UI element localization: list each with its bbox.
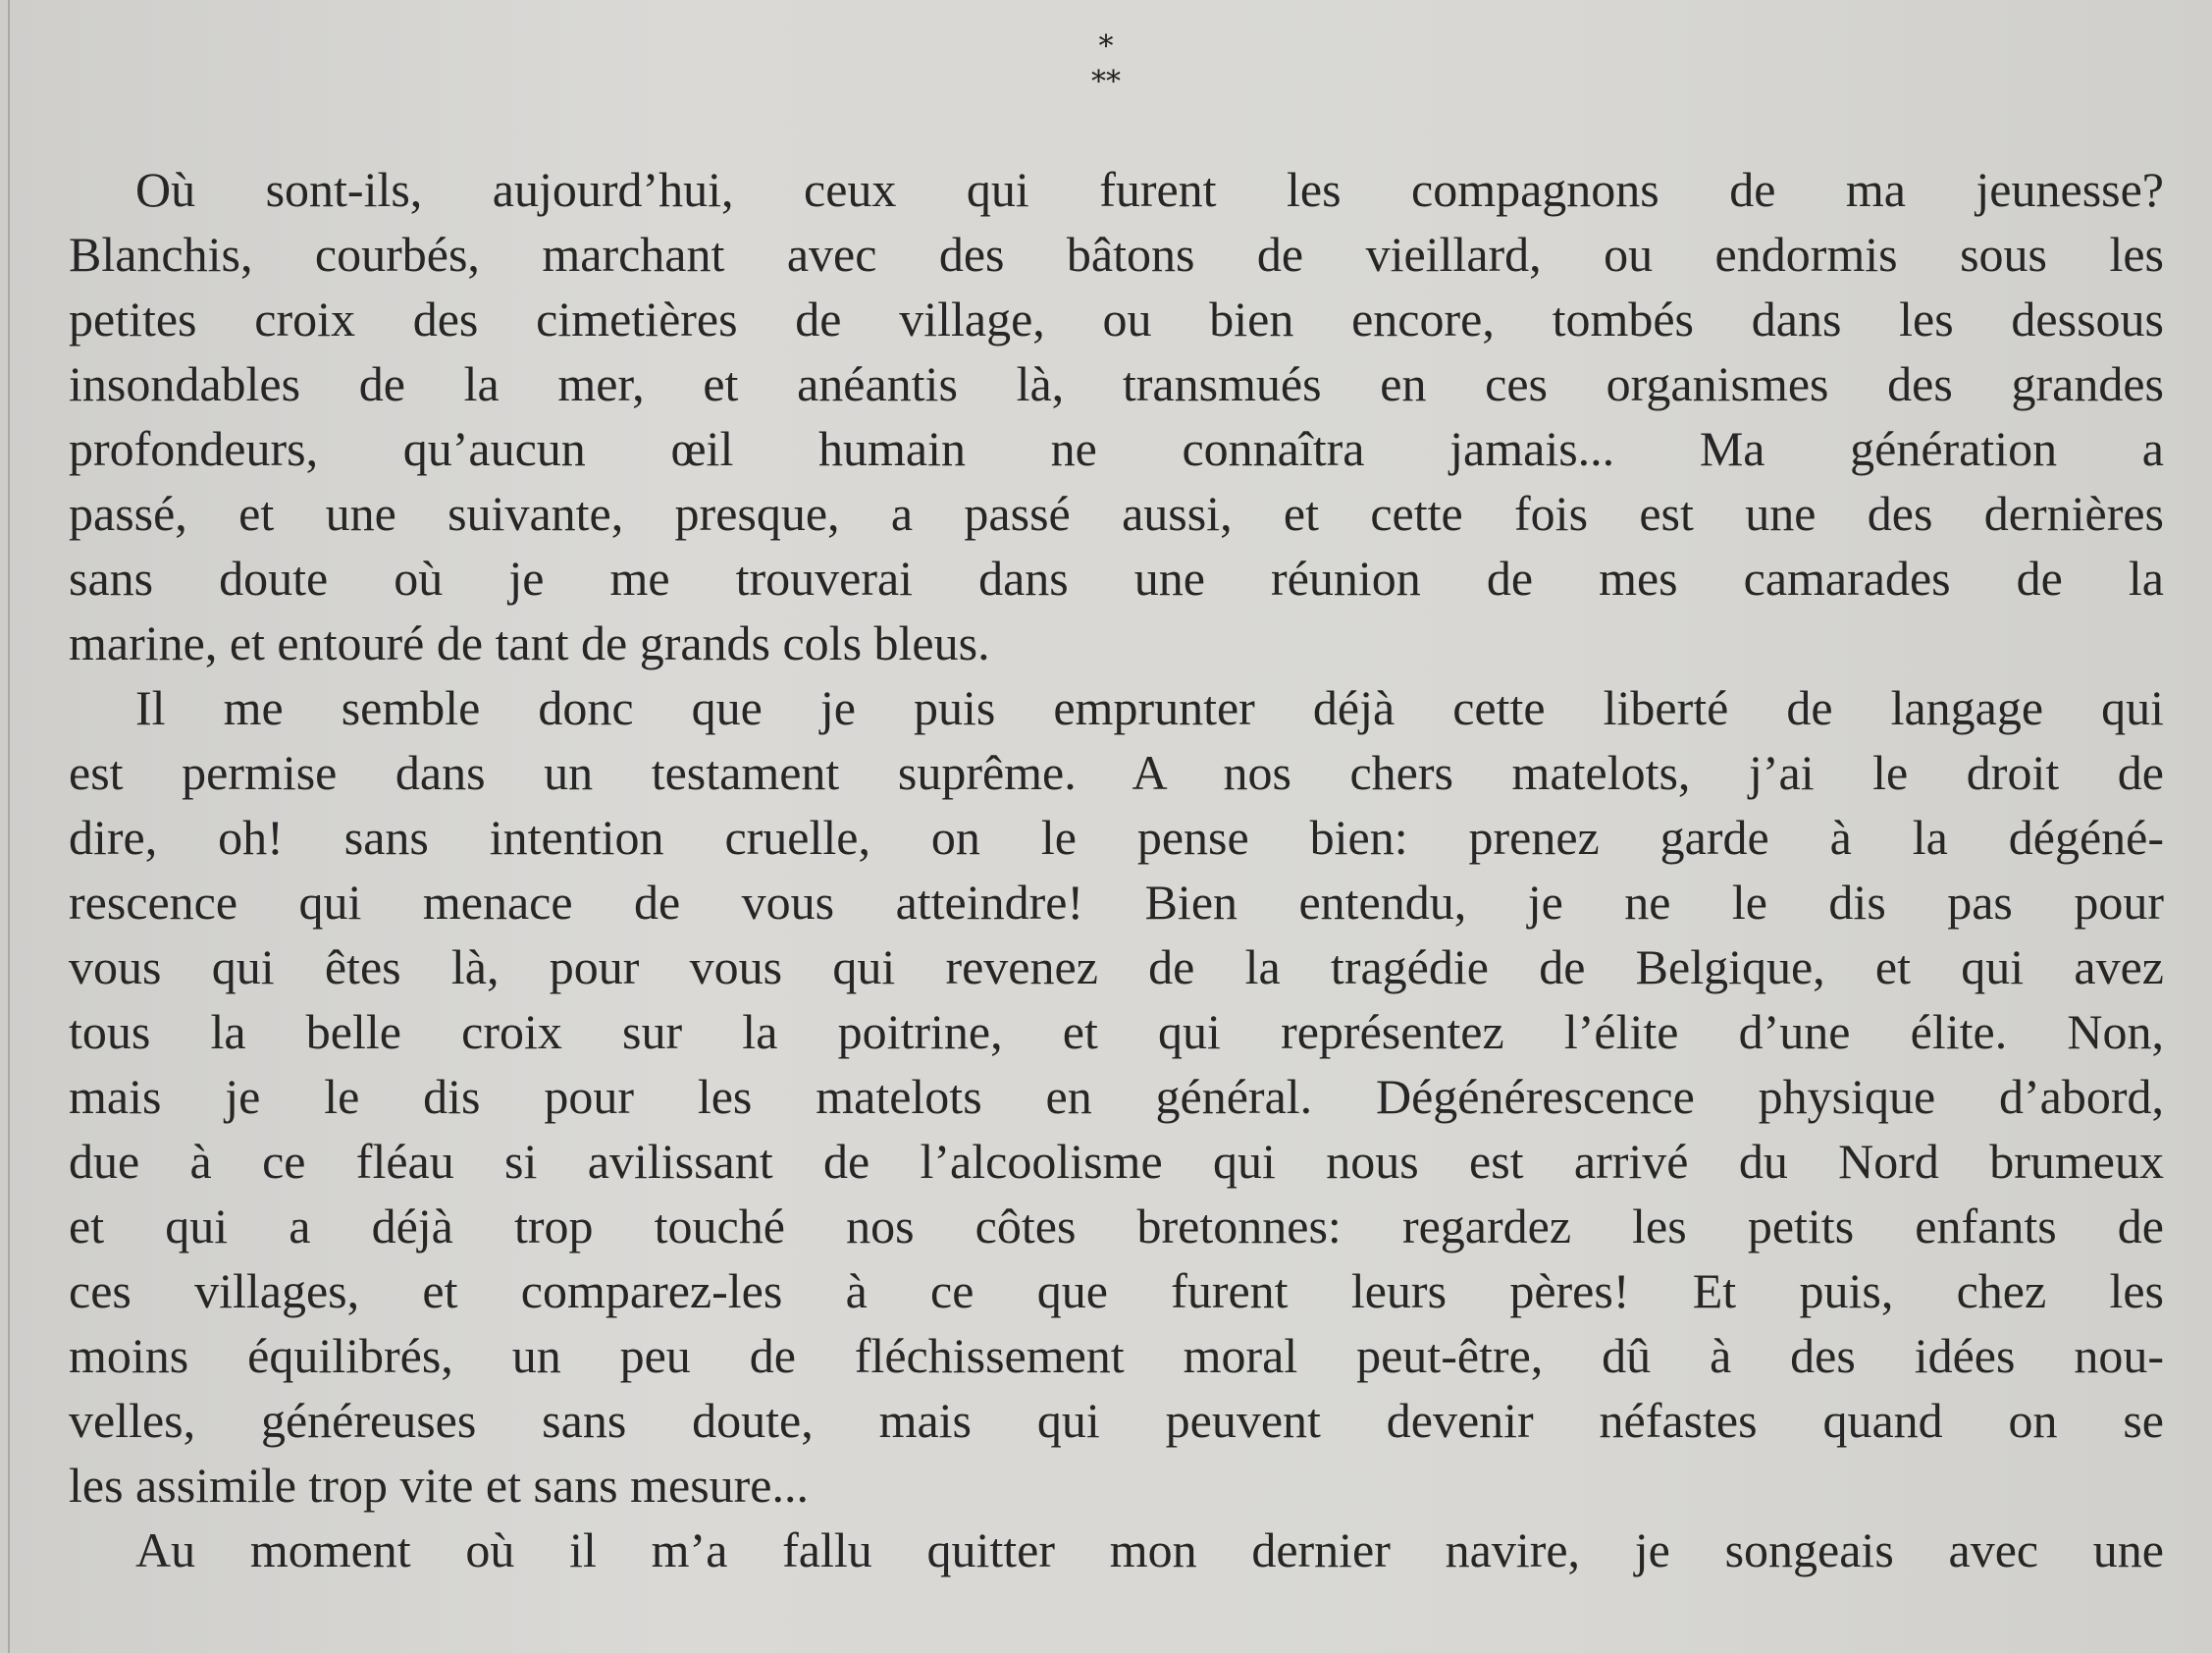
text-line-content: est permise dans un testament suprême. A nos chers matelots, j’ai le droit de — [69, 745, 2164, 800]
text-line-content: Au moment où il m’a fallu quitter mon dernier navire, je songeais avec une — [135, 1522, 2164, 1577]
text-line-content: profondeurs, qu’aucun œil humain ne connaîtra jamais... Ma génération a — [69, 421, 2164, 476]
text-line — [69, 546, 2164, 611]
text-line-content: tous la belle croix sur la poitrine, et qui représentez l’élite d’une élite. Non, — [69, 1004, 2164, 1059]
text-line — [69, 287, 2164, 351]
text-line-content: passé, et une suivante, presque, a passé aussi, et cette fois est une des dernières — [69, 486, 2164, 541]
body-text — [69, 157, 2164, 1582]
text-line-content: velles, généreuses sans doute, mais qui peuvent devenir néfastes quand on se — [69, 1393, 2164, 1448]
asterism-ornament — [0, 29, 2212, 100]
text-line — [69, 416, 2164, 481]
page-edge — [8, 0, 10, 1653]
text-line-content: et qui a déjà trop touché nos côtes bretonnes: regardez les petits enfants de — [69, 1199, 2164, 1253]
text-line-content: Il me semble donc que je puis emprunter déjà cette liberté de langage qui — [135, 680, 2164, 735]
text-line-content: sans doute où je me trouverai dans une réunion de mes camarades de la — [69, 551, 2164, 606]
text-line — [69, 999, 2164, 1064]
text-line-content: Blanchis, courbés, marchant avec des bâtons de vieillard, ou endormis sous les — [69, 227, 2164, 282]
text-line — [69, 870, 2164, 934]
text-line-content: Où sont-ils, aujourd’hui, ceux qui furent les compagnons de ma jeunesse? — [135, 162, 2164, 217]
text-line-content: insondables de la mer, et anéantis là, transmués en ces organismes des grandes — [69, 356, 2164, 411]
text-line — [69, 1129, 2164, 1194]
text-line — [69, 1064, 2164, 1129]
text-line-content: les assimile trop vite et sans mesure... — [69, 1458, 810, 1513]
text-line — [69, 351, 2164, 416]
text-line-content: marine, et entouré de tant de grands cols bleus. — [69, 615, 990, 670]
text-line-content: petites croix des cimetières de village, ou bien encore, tombés dans les dessous — [69, 292, 2164, 347]
text-line — [69, 1518, 2164, 1582]
text-line — [69, 157, 2164, 222]
text-line — [69, 1194, 2164, 1258]
asterism-top: * — [1098, 29, 1114, 64]
text-line-content: vous qui êtes là, pour vous qui revenez de la tragédie de Belgique, et qui avez — [69, 939, 2164, 994]
text-line-content: rescence qui menace de vous atteindre! Bien entendu, je ne le dis pas pour — [69, 875, 2164, 930]
text-line — [69, 934, 2164, 999]
text-line-content: due à ce fléau si avilissant de l’alcoolisme qui nous est arrivé du Nord brumeux — [69, 1134, 2164, 1189]
text-line — [69, 1323, 2164, 1388]
asterism-bottom: ** — [1091, 65, 1121, 99]
text-line — [69, 611, 2164, 675]
text-line-content: dire, oh! sans intention cruelle, on le pense bien: prenez garde à la dégéné- — [69, 810, 2164, 865]
text-line — [69, 481, 2164, 546]
text-line — [69, 222, 2164, 287]
text-line-content: mais je le dis pour les matelots en général. Dégénérescence physique d’abord, — [69, 1069, 2164, 1124]
text-line — [69, 740, 2164, 805]
text-line-content: ces villages, et comparez-les à ce que furent leurs pères! Et puis, chez les — [69, 1263, 2164, 1318]
text-line — [69, 1258, 2164, 1323]
text-line — [69, 1453, 2164, 1518]
text-line-content: moins équilibrés, un peu de fléchissement moral peut-être, dû à des idées nou- — [69, 1328, 2164, 1383]
text-line — [69, 675, 2164, 740]
text-line — [69, 805, 2164, 870]
text-line — [69, 1388, 2164, 1453]
